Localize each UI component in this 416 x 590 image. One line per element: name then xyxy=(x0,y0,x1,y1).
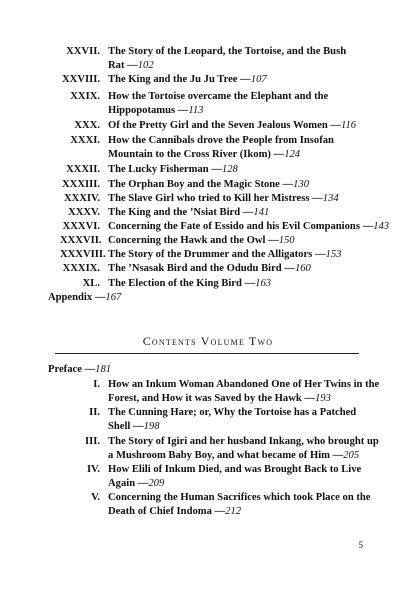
page-number: 209 xyxy=(148,478,165,489)
preface-entry: Preface —181 xyxy=(48,364,112,375)
entry-number: XXXVIII. xyxy=(60,249,106,260)
entry-title: The King and the Ju Ju Tree —107 xyxy=(108,74,267,85)
entry-number: V. xyxy=(91,492,100,503)
page-number: 160 xyxy=(294,263,311,274)
page-number: 102 xyxy=(137,60,154,71)
appendix-entry: Appendix —167 xyxy=(48,292,122,303)
entry-number: XXXIV. xyxy=(63,193,100,204)
folio-page-number: 5 xyxy=(358,540,363,550)
entry-number: I. xyxy=(93,379,100,390)
entry-number: XXXVI. xyxy=(62,221,100,232)
entry-title: Concerning the Hawk and the Owl —150 xyxy=(108,235,295,246)
page-number: 113 xyxy=(188,105,204,116)
entry-number: XXIX. xyxy=(70,91,100,102)
entry-number: III. xyxy=(84,436,100,447)
entry-number: XXXVII. xyxy=(60,235,102,246)
page-number: 130 xyxy=(293,179,310,190)
entry-number: XXXV. xyxy=(68,207,100,218)
entry-title: Concerning the Human Sacrifices which took Place on the Death of Chief Indoma —212 xyxy=(108,492,371,517)
entry-title: The Orphan Boy and the Magic Stone —130 xyxy=(108,179,310,190)
page-number: 212 xyxy=(225,506,242,517)
page-number: 153 xyxy=(325,249,342,260)
entry-title: The Slave Girl who tried to Kill her Mistress —134 xyxy=(108,193,339,204)
entry-title: The ’Nsasak Bird and the Odudu Bird —160 xyxy=(108,263,311,274)
page-number: 124 xyxy=(284,149,301,160)
entry-number: XXXII. xyxy=(66,164,100,175)
page-number: 143 xyxy=(373,221,390,232)
entry-title: How the Tortoise overcame the Elephant and the Hippopotamus —113 xyxy=(108,91,329,116)
entry-title: The Story of the Leopard, the Tortoise, and the Bush Rat —102 xyxy=(108,46,347,71)
page-number: 150 xyxy=(278,235,295,246)
entry-title: How an Inkum Woman Abandoned One of Her Twins in the Forest, and How it was Saved by the Hawk —193 xyxy=(108,379,380,404)
entry-title: Of the Pretty Girl and the Seven Jealous Women —116 xyxy=(108,120,357,131)
entry-title: How Elili of Inkum Died, and was Brought Back to Live Again —209 xyxy=(108,464,362,489)
volume-two-heading: Contents Volume Two xyxy=(142,334,274,348)
entry-number: XL. xyxy=(82,278,100,289)
entry-number: XXXI. xyxy=(70,135,100,146)
entry-title: The Election of the King Bird —163 xyxy=(108,278,272,289)
page-number: 134 xyxy=(322,193,339,204)
page-number: 107 xyxy=(250,74,267,85)
entry-number: XXXIII. xyxy=(62,179,100,190)
entry-number: II. xyxy=(89,407,100,418)
page-number: 128 xyxy=(221,164,238,175)
page-number: 167 xyxy=(105,292,122,303)
entry-title: The Lucky Fisherman —128 xyxy=(108,164,238,175)
entry-title: The Story of the Drummer and the Alligators —153 xyxy=(108,249,342,260)
entry-number: XXVII. xyxy=(66,46,100,57)
page-number: 163 xyxy=(255,278,272,289)
entry-number: XXX. xyxy=(74,120,100,131)
page-number: 198 xyxy=(143,421,160,432)
page-number: 181 xyxy=(95,364,112,375)
entry-title: The Cunning Hare; or, Why the Tortoise has a Patched Shell —198 xyxy=(108,407,357,432)
heading-rule xyxy=(55,353,359,354)
entry-number: XXVIII. xyxy=(62,74,100,85)
entry-title: The Story of Igiri and her husband Inkang, who brought up a Mushroom Baby Boy, and what became of Him —205 xyxy=(108,436,379,461)
entry-title: How the Cannibals drove the People from Insofan Mountain to the Cross River (Ikom) —124 xyxy=(108,135,334,160)
page-number: 205 xyxy=(343,450,360,461)
entry-title: The King and the ’Nsiat Bird —141 xyxy=(108,207,270,218)
entry-title: Concerning the Fate of Essido and his Evil Companions —143 xyxy=(108,221,390,232)
entry-number: XXXIX. xyxy=(62,263,100,274)
page-number: 116 xyxy=(340,120,357,131)
page-number: 141 xyxy=(253,207,270,218)
entry-number: IV. xyxy=(86,464,100,475)
page-number: 193 xyxy=(315,393,331,404)
